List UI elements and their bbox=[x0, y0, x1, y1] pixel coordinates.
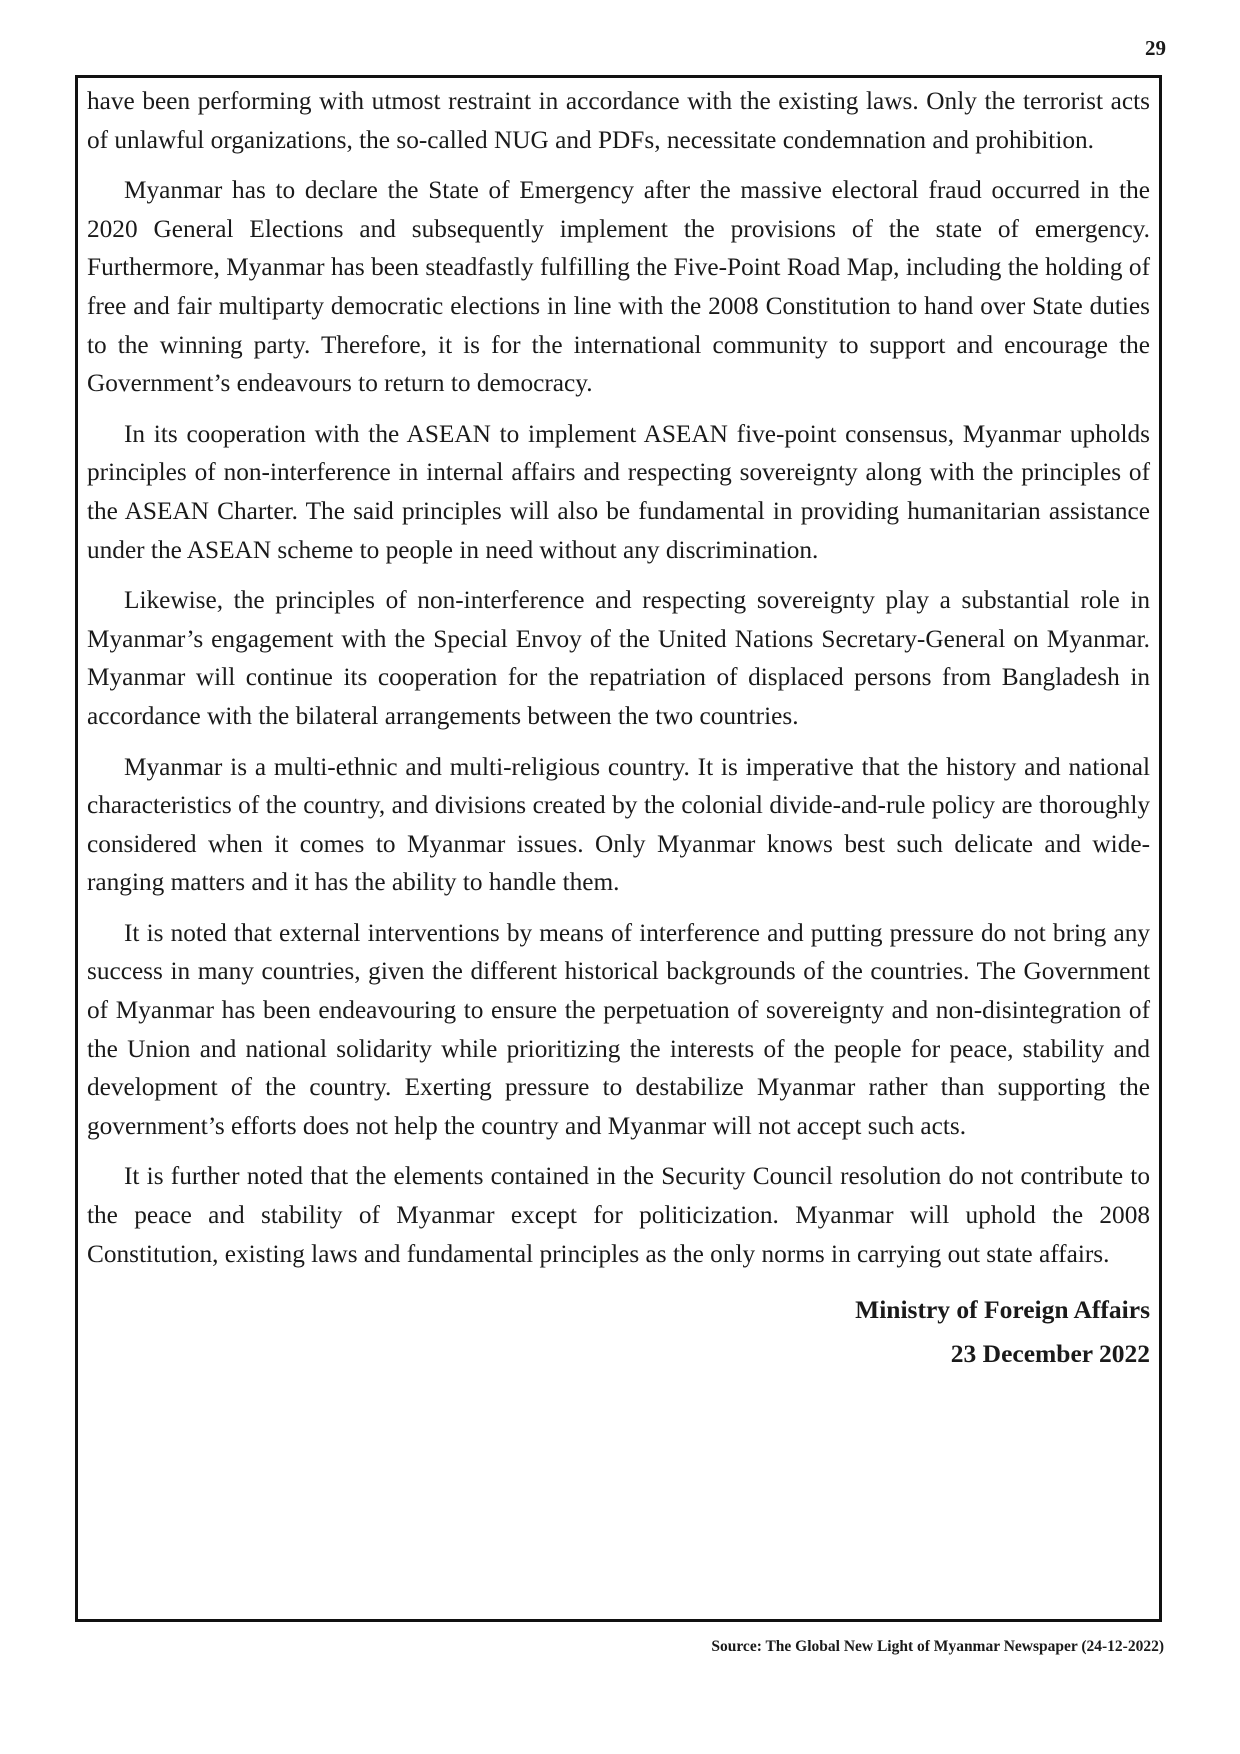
signature-date: 23 December 2022 bbox=[950, 1339, 1150, 1369]
paragraph-6: It is noted that external interventions by means of interference and putting pressure do not bring any success in many countries, given the different historical backgrounds of the countries. The Government of Myanmar has been endeavouring to ensure the perpetuation of sovereignty and non-disintegration of the Union and national solidarity while prioritizing the interests of the people for peace, stability and development of the country. Exerting pressure to destabilize Myanmar rather than supporting the government’s efforts does not help the country and Myanmar will not accept such acts. bbox=[87, 918, 1150, 1140]
paragraph-4: Likewise, the principles of non-interference and respecting sovereignty play a substantial role in Myanmar’s engagement with the Special Envoy of the United Nations Secretary-General on Myanmar. Myanmar will continue its cooperation for the repatriation of displaced persons from Bangladesh in accordance with the bilateral arrangements between the two countries. bbox=[87, 586, 1150, 730]
paragraph-5: Myanmar is a multi-ethnic and multi-religious country. It is imperative that the history and national characteristics of the country, and divisions created by the colonial divide-and-rule policy are thoroughly considered when it comes to Myanmar issues. Only Myanmar knows best such delicate and wide-ranging matters and it has the ability to handle them. bbox=[87, 752, 1150, 897]
page-number: 29 bbox=[1145, 36, 1166, 60]
paragraph-7: It is further noted that the elements contained in the Security Council resolution do not contribute to the peace and stability of Myanmar except for politicization. Myanmar will uphold the 2008 Constitution, existing laws and fundamental principles as the only norms in carrying out state affairs. bbox=[87, 1162, 1150, 1268]
signature-organization: Ministry of Foreign Affairs bbox=[855, 1295, 1150, 1325]
paragraph-2: Myanmar has to declare the State of Emergency after the massive electoral fraud occurred in the 2020 General Elections and subsequently implement the provisions of the state of emergency. Furthermore, Myanmar has been steadfastly fulfilling the Five-Point Road Map, including the holding of free and fair multiparty democratic elections in line with the 2008 Constitution to hand over State duties to the winning party. Therefore, it is for the international community to support and encourage the Government’s endeavours to return to democracy. bbox=[87, 176, 1150, 398]
statement-box bbox=[75, 75, 1162, 1622]
paragraph-3: In its cooperation with the ASEAN to implement ASEAN five-point consensus, Myanmar upholds principles of non-interference in internal affairs and respecting sovereignty along with the principles of the ASEAN Charter. The said principles will also be fundamental in providing humanitarian assistance under the ASEAN scheme to people in need without any discrimination. bbox=[87, 419, 1150, 564]
paragraph-1: have been performing with utmost restraint in accordance with the existing laws. Only the terrorist acts of unlawful organizations, the so-called NUG and PDFs, necessitate condemnation and prohibition. bbox=[87, 87, 1150, 154]
source-citation: Source: The Global New Light of Myanmar Newspaper (24-12-2022) bbox=[711, 1638, 1164, 1655]
